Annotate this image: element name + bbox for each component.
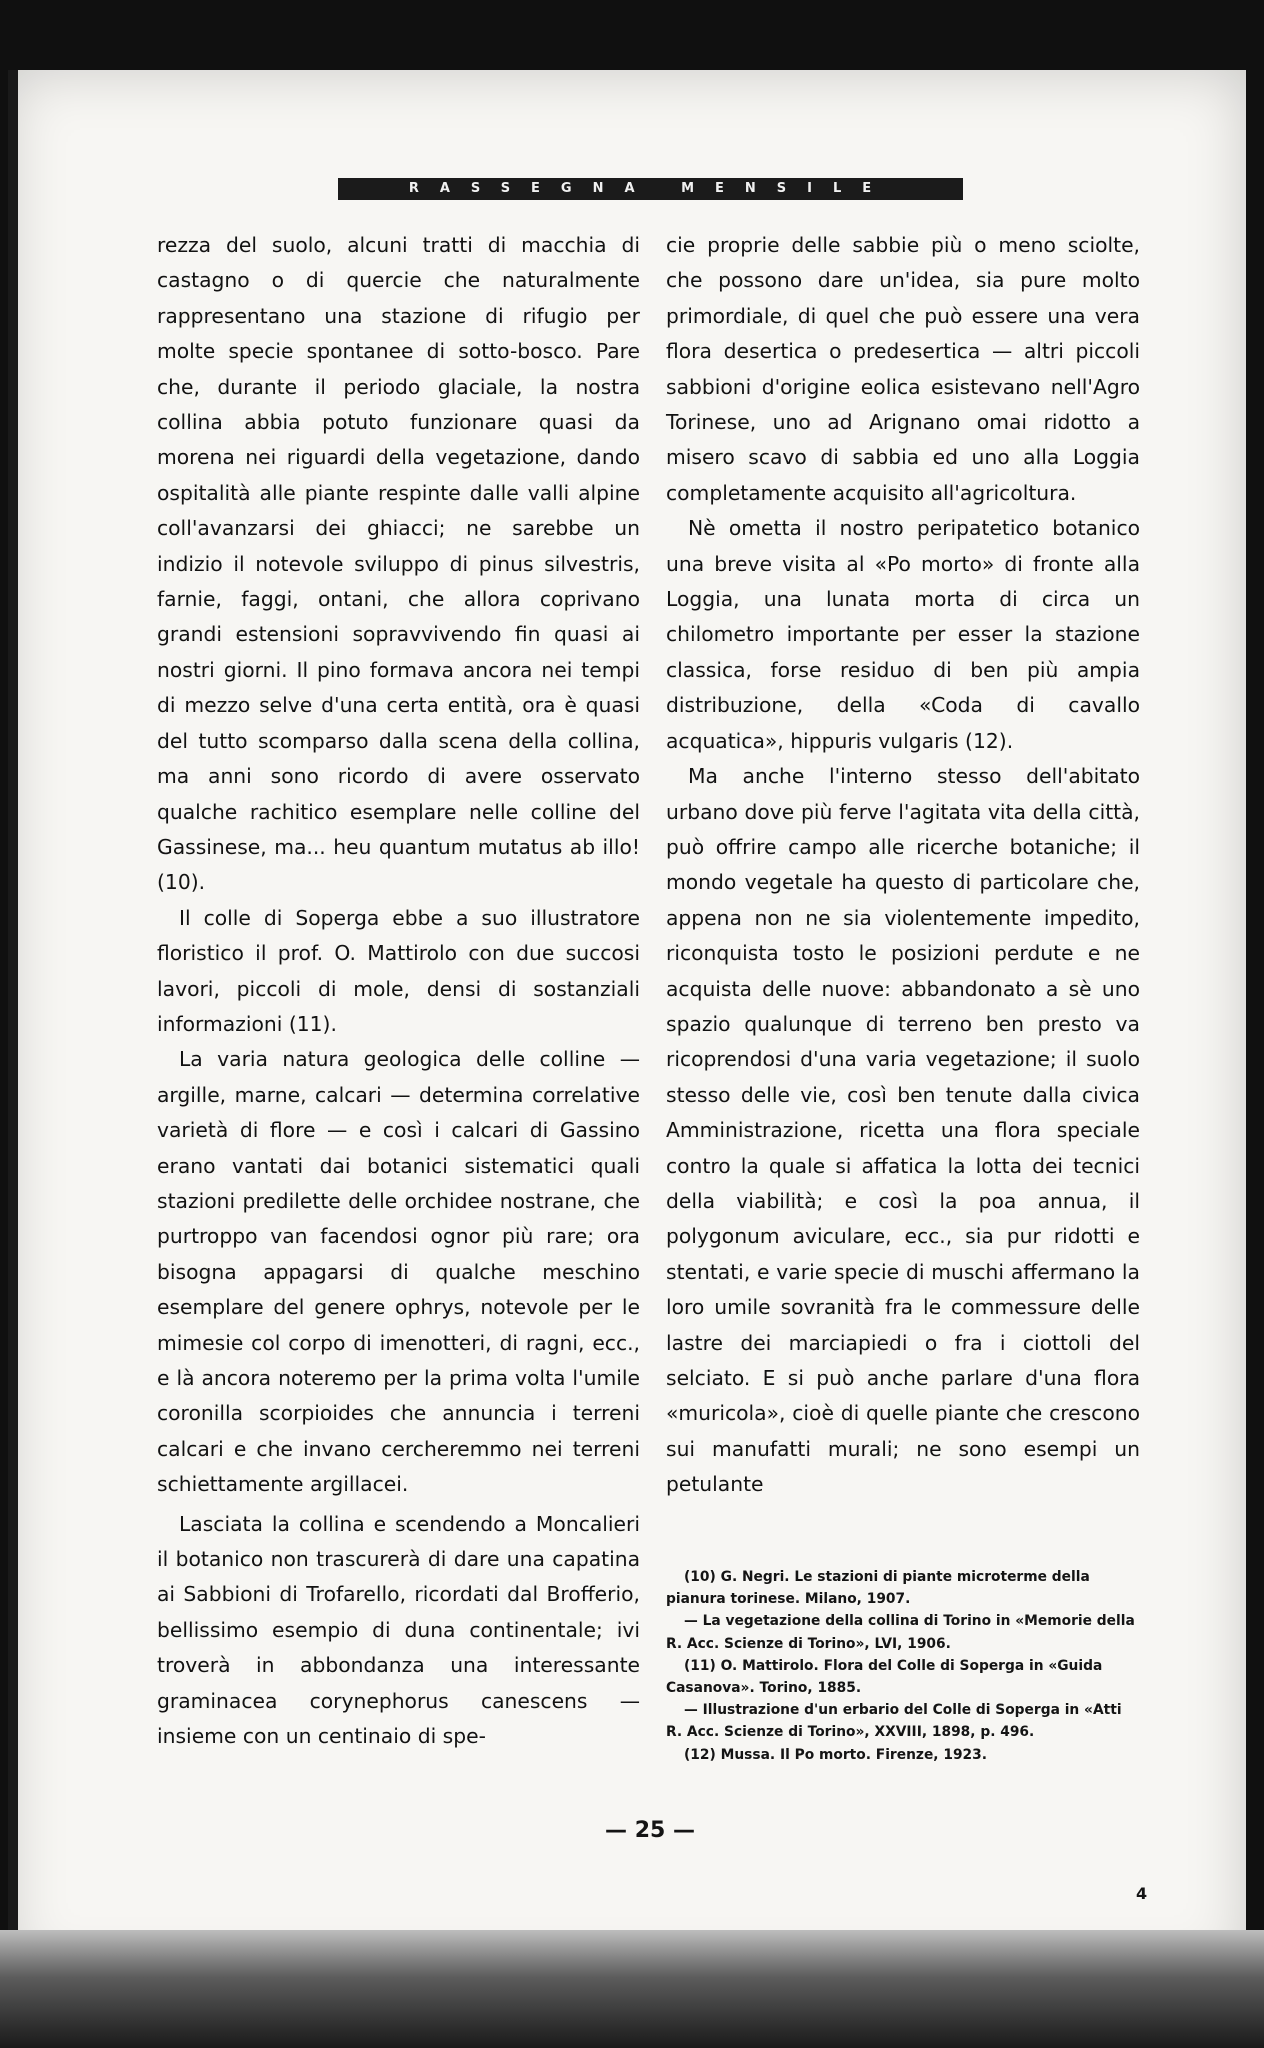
footnote: — Illustrazione d'un erbario del Colle di Soperga in «Atti R. Acc. Scienze di Torino», XXVIII, 1898, p. 496.	[666, 1702, 1122, 1741]
scan-bottom-edge	[0, 1930, 1264, 2048]
footnotes	[666, 1566, 1140, 1766]
footnote: — La vegetazione della collina di Torino in «Memorie della R. Acc. Scienze di Torino», LVI, 1906.	[666, 1613, 1135, 1652]
paragraph: Ma anche l'interno stesso dell'abitato urbano dove più ferve l'agitata vita della città, può offrire campo alle ricerche botaniche; il mondo vegetale ha questo di particolare che, appena non ne sia violentemente impedito, riconquista tosto le posizioni perdute e ne acquista delle nuove: abbandonato a sè uno spazio qualunque di terreno ben presto va ricoprendosi d'una varia vegetazione; il suolo stesso delle vie, così ben tenute dalla civica Amministrazione, ricetta una flora speciale contro la quale si affatica la lotta dei tecnici della viabilità; e così la poa annua, il polygonum aviculare, ecc., sia pur ridotti e stentati, e varie specie di muschi affermano la loro umile sovranità fra le commessure delle lastre dei marciapiedi o fra i ciottoli del selciato. E si può anche parlare d'una flora «muricola», cioè di quelle piante che crescono sui manufatti murali; ne sono esempi un petulante	[666, 764, 1140, 1497]
text-column-left	[157, 228, 640, 1754]
footnote: (12) Mussa. Il Po morto. Firenze, 1923.	[684, 1746, 987, 1763]
running-header: RASSEGNA MENSILE	[338, 178, 963, 200]
paragraph: Il colle di Soperga ebbe a suo illustratore floristico il prof. O. Mattirolo con due succosi lavori, piccoli di mole, densi di sostanziali informazioni (11).	[157, 905, 640, 1036]
signature-mark: 4	[1136, 1884, 1148, 1903]
paragraph: La varia natura geologica delle colline — argille, marne, calcari — determina correlative varietà di flore — e così i calcari di Gassino erano vantati dai botanici sistematici quali stazioni predilette delle orchidee nostrane, che purtroppo van facendosi ognor più rare; ora bisogna appagarsi di qualche meschino esemplare del genere ophrys, notevole per le mimesie col corpo di imenotteri, di ragni, ecc., e là ancora noteremo per la prima volta l'umile coronilla scorpioides che annuncia i terreni calcari e che invano cercheremmo nei terreni schiettamente argillacei.	[157, 1047, 640, 1497]
footnote: (11) O. Mattirolo. Flora del Colle di Soperga in «Guida Casanova». Torino, 1885.	[666, 1657, 1103, 1697]
paragraph: Nè ometta il nostro peripatetico botanico una breve visita al «Po morto» di fronte alla Loggia, una lunata morta di circa un chilometro importante per esser la stazione classica, forse residuo di ben più ampia distribuzione, della «Coda di cavallo acquatica», hippuris vulgaris (12).	[666, 516, 1140, 753]
footnote: (10) G. Negri. Le stazioni di piante microterme della pianura torinese. Milano, 1907.	[666, 1569, 1090, 1608]
paragraph: cie proprie delle sabbie più o meno sciolte, che possono dare un'idea, sia pure molto primordiale, di quel che può essere una vera flora desertica o predesertica — altri piccoli sabbioni d'origine eolica esistevano nell'Agro Torinese, uno ad Arignano omai ridotto a misero scavo di sabbia ed uno alla Loggia completamente acquisito all'agricoltura.	[666, 233, 1140, 505]
paragraph: Lasciata la collina e scendendo a Moncalieri il botanico non trascurerà di dare una capatina ai Sabbioni di Trofarello, ricordati dal Brofferio, bellissimo esempio di duna continentale; ivi troverà in abbondanza una interessante graminacea corynephorus canescens — insieme con un centinaio di spe-	[157, 1511, 640, 1749]
text-column-right	[666, 228, 1140, 1503]
paragraph: rezza del suolo, alcuni tratti di macchia di castagno o di quercie che naturalmente rappresentano una stazione di rifugio per molte specie spontanee di sotto-bosco. Pare che, durante il periodo glaciale, la nostra collina abbia potuto funzionare quasi da morena nei riguardi della vegetazione, dando ospitalità alle piante respinte dalle valli alpine coll'avanzarsi dei ghiacci; ne sarebbe un indizio il notevole sviluppo di pinus silvestris, farnie, faggi, ontani, che allora coprivano grandi estensioni sopravvivendo fin quasi ai nostri giorni. Il pino formava ancora nei tempi di mezzo selve d'una certa entità, ora è quasi del tutto scomparso dalla scena della collina, ma anni sono ricordo di avere osservato qualche rachitico esemplare nelle colline del Gassinese, ma... heu quantum mutatus ab illo! (10).	[157, 233, 640, 895]
page-number: — 25 —	[605, 1818, 695, 1843]
